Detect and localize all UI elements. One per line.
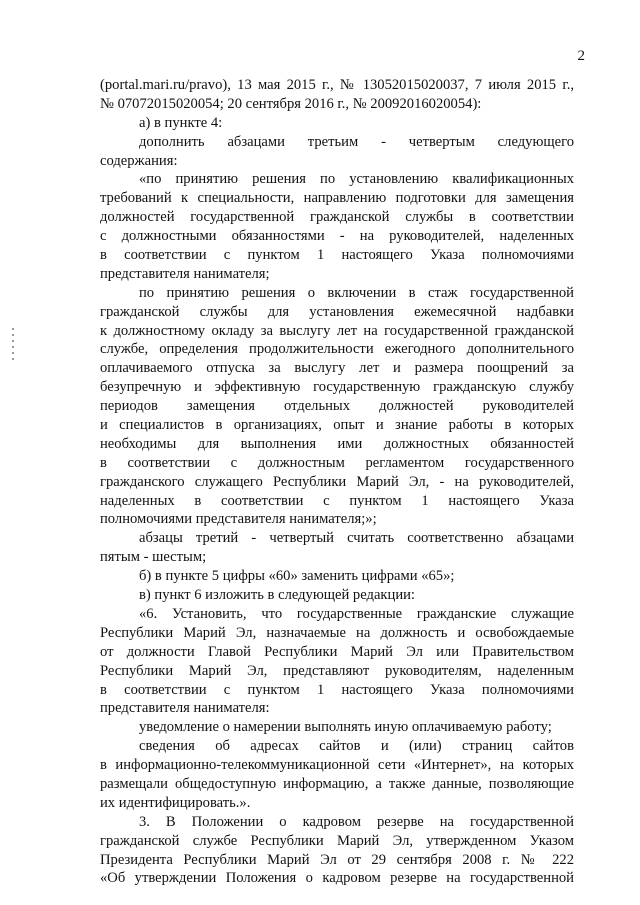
text-line: полномочиями представителя нанимателя;»; xyxy=(100,511,377,528)
text-line: от должности Главой Республики Марий Эл или Правительством xyxy=(100,643,574,660)
text-line: Республики Марий Эл, назначаемые на должность и освобождаемые xyxy=(100,624,574,641)
text-line: безупречную и эффективную государственную гражданскую службу xyxy=(100,379,574,396)
text-line: № 07072015020054; 20 сентября 2016 г., № 20092016020054): xyxy=(100,95,482,112)
text-line: гражданской службе Республики Марий Эл, утвержденном Указом xyxy=(100,832,574,849)
text-line: уведомление о намерении выполнять иную оплачиваемую работу; xyxy=(139,719,552,736)
text-line: по принятию решения о включении в стаж государственной xyxy=(139,284,574,301)
text-line: дополнить абзацами третьим - четвертым следующего xyxy=(139,133,574,150)
text-line: пятым - шестым; xyxy=(100,549,207,566)
text-line: необходимы для выполнения ими должностных обязанностей xyxy=(100,435,574,452)
text-line: к должностному окладу за выслугу лет на государственной гражданской xyxy=(100,322,574,339)
page-number: 2 xyxy=(577,48,585,64)
text-line: периодов замещения отдельных должностей руководителей xyxy=(100,398,574,415)
text-line: в информационно-телекоммуникационной сети «Интернет», на которых xyxy=(100,757,574,774)
text-line: Президента Республики Марий Эл от 29 сентября 2008 г. № 222 xyxy=(100,851,574,868)
text-line: представителя нанимателя: xyxy=(100,700,270,717)
text-line: в соответствии с пунктом 1 настоящего Указа полномочиями xyxy=(100,681,574,698)
text-line: «6. Установить, что государственные гражданские служащие xyxy=(139,605,574,622)
text-line: наделенных в соответствии с пунктом 1 настоящего Указа xyxy=(100,492,574,509)
text-line: должностей государственной гражданской службы в соответствии xyxy=(100,209,574,226)
text-line: в) пункт 6 изложить в следующей редакции: xyxy=(139,587,415,604)
text-line: содержания: xyxy=(100,152,178,169)
text-line: в соответствии с пунктом 1 настоящего Указа полномочиями xyxy=(100,247,574,264)
text-line: «Об утверждении Положения о кадровом резерве на государственной xyxy=(100,870,574,887)
text-line: службе, определения продолжительности ежегодного дополнительного xyxy=(100,341,574,358)
text-line: абзацы третий - четвертый считать соответственно абзацами xyxy=(139,530,574,547)
text-line: «по принятию решения по установлению квалификационных xyxy=(139,171,574,188)
text-line: с должностными обязанностями - на руководителей, наделенных xyxy=(100,228,574,245)
text-line: а) в пункте 4: xyxy=(139,114,223,131)
text-line: Республики Марий Эл, представляют руководителям, наделенным xyxy=(100,662,574,679)
text-line: б) в пункте 5 цифры «60» заменить цифрами «65»; xyxy=(139,568,455,585)
text-line: их идентифицировать.». xyxy=(100,794,251,811)
text-line: оплачиваемого отпуска за выслугу лет и размера поощрений за xyxy=(100,360,574,377)
text-line: 3. В Положении о кадровом резерве на государственной xyxy=(139,813,574,830)
scan-margin-marks xyxy=(12,328,14,364)
document-body xyxy=(100,76,574,888)
text-line: размещали общедоступную информацию, а также данные, позволяющие xyxy=(100,775,574,792)
text-line: гражданской службы для установления ежемесячной надбавки xyxy=(100,303,574,320)
text-line: (portal.mari.ru/pravo), 13 мая 2015 г., № 13052015020037, 7 июля 2015 г., xyxy=(100,77,574,93)
text-line: представителя нанимателя; xyxy=(100,265,270,282)
text-line: требований к специальности, направлению подготовки для замещения xyxy=(100,190,574,207)
text-line: в соответствии с должностным регламентом государственного xyxy=(100,454,574,471)
text-line: гражданского служащего Республики Марий Эл, - на руководителей, xyxy=(100,473,574,490)
text-line: и специалистов в организациях, опыт и знание работы в которых xyxy=(100,417,574,434)
text-line: сведения об адресах сайтов и (или) страниц сайтов xyxy=(139,738,574,755)
